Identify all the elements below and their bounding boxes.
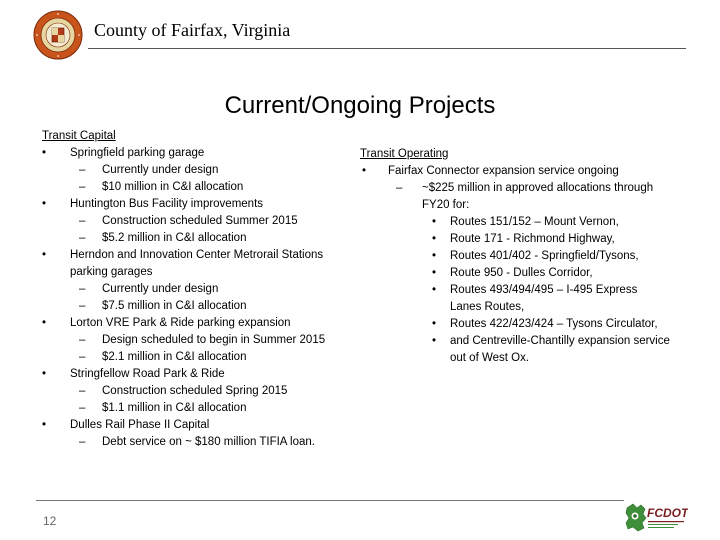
list-item: • Dulles Rail Phase II Capital [42, 419, 210, 431]
transit-operating-section [360, 146, 690, 367]
route-item: • Routes 401/402 - Springfield/Tysons, [432, 250, 639, 262]
list-item: • Lorton VRE Park & Ride parking expansion [42, 317, 291, 329]
page-number: 12 [43, 514, 57, 528]
sub-list-item: – $1.1 million in C&I allocation [79, 402, 247, 414]
route-item: • and Centreville-Chantilly expansion service out of West Ox. [432, 335, 670, 364]
sub-list-item: – ~$225 million in approved allocations through FY20 for: [396, 182, 654, 211]
list-item: • Herndon and Innovation Center Metrorail Stations parking garages [42, 249, 324, 278]
header-divider [88, 48, 686, 49]
route-item: • Routes 493/494/495 – I-495 Express Lanes Routes, [432, 284, 638, 313]
list-item: • Huntington Bus Facility improvements [42, 198, 264, 210]
list-item: • Fairfax Connector expansion service ongoing [362, 165, 619, 177]
sub-list-item: – $10 million in C&I allocation [79, 181, 244, 193]
route-item: • Routes 151/152 – Mount Vernon, [432, 216, 619, 228]
sub-list-item: – $5.2 million in C&I allocation [79, 232, 247, 244]
footer-divider [36, 500, 624, 501]
list-item: • Stringfellow Road Park & Ride [42, 368, 225, 380]
sub-list-item: – Debt service on ~ $180 million TIFIA loan. [79, 436, 315, 448]
route-item: • Routes 422/423/424 – Tysons Circulator, [432, 318, 658, 330]
fcdot-logo-icon [624, 500, 688, 536]
sub-list-item: – $2.1 million in C&I allocation [79, 351, 247, 363]
sub-list-item: – $7.5 million in C&I allocation [79, 300, 247, 312]
transit-capital-heading: Transit Capital [42, 130, 116, 142]
county-name: County of Fairfax, Virginia [94, 20, 291, 40]
sub-list-item: – Currently under design [79, 164, 219, 176]
transit-capital-section [42, 128, 342, 451]
route-item: • Route 950 - Dulles Corridor, [432, 267, 593, 279]
sub-list-item: – Construction scheduled Spring 2015 [79, 385, 288, 397]
sub-list-item: – Construction scheduled Summer 2015 [79, 215, 298, 227]
page-title: Current/Ongoing Projects [224, 92, 496, 119]
county-seal-icon [33, 10, 83, 60]
list-item: • Springfield parking garage [42, 147, 205, 159]
route-item: • Route 171 - Richmond Highway, [432, 233, 615, 245]
transit-operating-heading: Transit Operating [360, 148, 449, 160]
sub-list-item: – Currently under design [79, 283, 219, 295]
fcdot-logo-text: FCDOT [647, 506, 688, 520]
sub-list-item: – Design scheduled to begin in Summer 2015 [79, 334, 326, 346]
